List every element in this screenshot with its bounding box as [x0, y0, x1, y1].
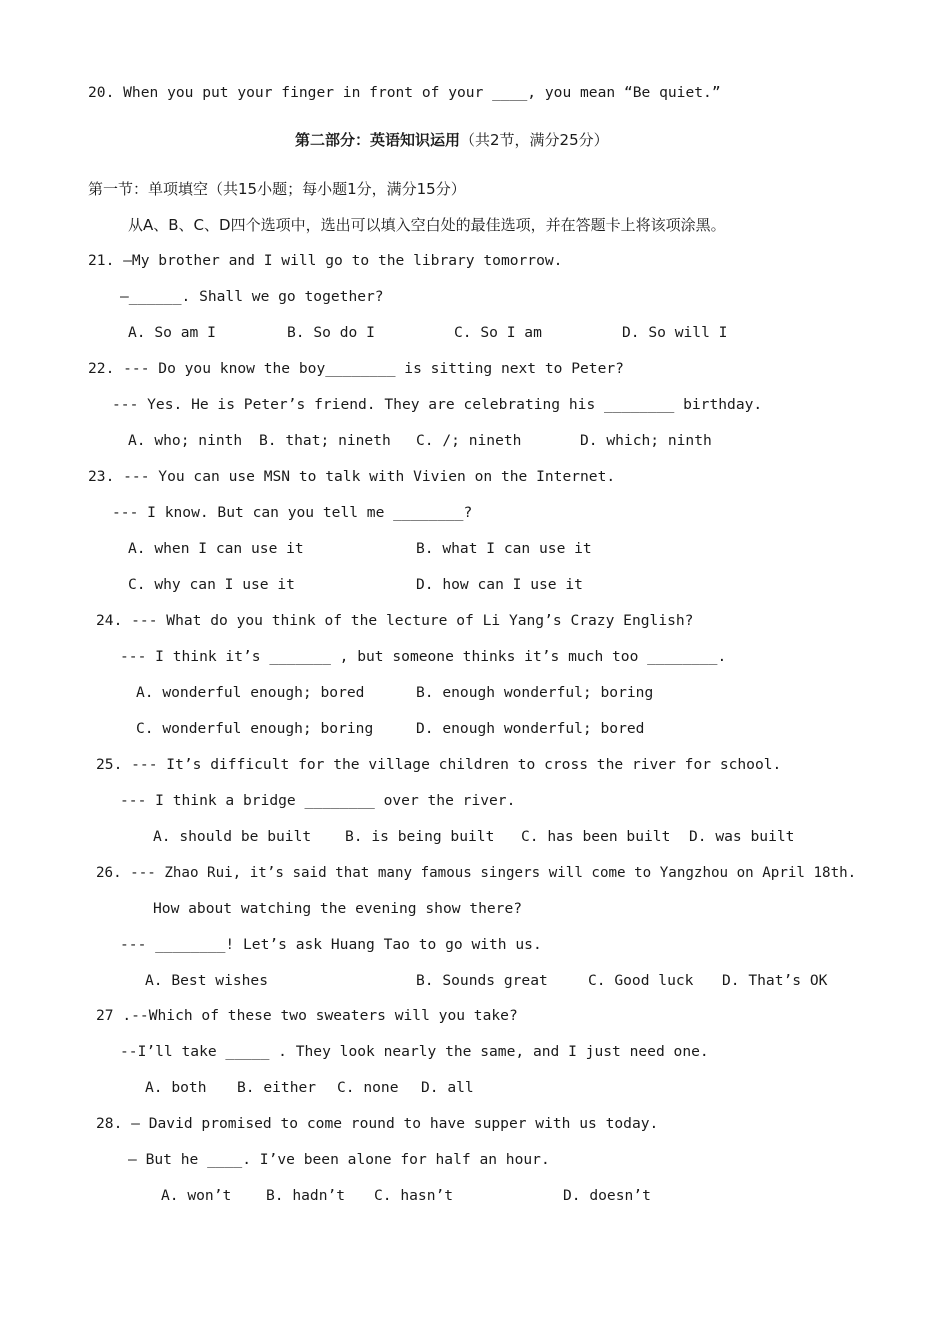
q28-option-c: C. hasn’t — [374, 1187, 454, 1204]
q26-prompt: 26. --- Zhao Rui, it’s said that many famous singers will come to Yangzhou on April 18th. — [96, 865, 857, 881]
q22-prompt: 22. --- Do you know the boy________ is sitting next to Peter? — [88, 360, 624, 377]
q23-prompt: 23. --- You can use MSN to talk with Vivien on the Internet. — [88, 468, 616, 485]
q23-option-a: A. when I can use it — [128, 540, 304, 557]
part2-heading — [295, 131, 609, 149]
q25-option-c: C. has been built — [521, 828, 671, 845]
q21-option-b: B. So do I — [287, 324, 375, 341]
q25-option-a: A. should be built — [153, 828, 312, 845]
q24-option-c: C. wonderful enough; boring — [136, 720, 374, 737]
section1-title: 第一节：单项填空（共15小题；每小题1分，满分15分） — [88, 180, 466, 198]
q22-option-b: B. that; nineth — [259, 432, 391, 449]
q21-option-a: A. So am I — [128, 324, 216, 341]
q27-option-c: C. none — [337, 1079, 399, 1096]
q22-reply: --- Yes. He is Peter’s friend. They are celebrating his ________ birthday. — [112, 396, 763, 413]
q26-option-d: D. That’s OK — [722, 972, 828, 989]
q25-reply: --- I think a bridge ________ over the river. — [120, 792, 516, 809]
q24-option-a: A. wonderful enough; bored — [136, 684, 365, 701]
q21-reply: —______. Shall we go together? — [120, 288, 384, 305]
q24-prompt: 24. --- What do you think of the lecture of Li Yang’s Crazy English? — [96, 612, 694, 629]
q28-reply: — But he ____. I’ve been alone for half an hour. — [128, 1151, 550, 1168]
q24-option-d: D. enough wonderful; bored — [416, 720, 645, 737]
q27-prompt: 27 .--Which of these two sweaters will you take? — [96, 1007, 518, 1024]
q26-reply: --- ________! Let’s ask Huang Tao to go with us. — [120, 936, 542, 953]
q23-reply: --- I know. But can you tell me ________? — [112, 504, 473, 521]
q22-option-d: D. which; ninth — [580, 432, 712, 449]
question-20: 20. When you put your finger in front of your ____, you mean “Be quiet.” — [88, 84, 721, 101]
q27-option-a: A. both — [145, 1079, 207, 1096]
q23-option-b: B. what I can use it — [416, 540, 592, 557]
q24-reply: --- I think it’s _______ , but someone thinks it’s much too ________. — [120, 648, 727, 665]
section1-instruction: 从A、B、C、D四个选项中，选出可以填入空白处的最佳选项，并在答题卡上将该项涂黑。 — [128, 216, 726, 234]
q26-prompt-cont: How about watching the evening show there? — [153, 900, 523, 917]
q26-option-b: B. Sounds great — [416, 972, 548, 989]
q21-prompt: 21. —My brother and I will go to the library tomorrow. — [88, 252, 563, 269]
q24-option-b: B. enough wonderful; boring — [416, 684, 654, 701]
q27-option-b: B. either — [237, 1079, 317, 1096]
q27-reply: --I’ll take _____ . They look nearly the same, and I just need one. — [120, 1043, 709, 1060]
q28-option-b: B. hadn’t — [266, 1187, 346, 1204]
q26-option-a: A. Best wishes — [145, 972, 269, 989]
q28-option-d: D. doesn’t — [563, 1187, 651, 1204]
q28-option-a: A. won’t — [161, 1187, 232, 1204]
q26-option-c: C. Good luck — [588, 972, 694, 989]
q25-prompt: 25. --- It’s difficult for the village children to cross the river for school. — [96, 756, 782, 773]
q25-option-d: D. was built — [689, 828, 795, 845]
q21-option-c: C. So I am — [454, 324, 542, 341]
q21-option-d: D. So will I — [622, 324, 728, 341]
q22-option-c: C. /; nineth — [416, 432, 522, 449]
q28-prompt: 28. — David promised to come round to have supper with us today. — [96, 1115, 659, 1132]
q25-option-b: B. is being built — [345, 828, 495, 845]
part2-title: 第二部分：英语知识运用 — [295, 131, 461, 149]
q23-option-d: D. how can I use it — [416, 576, 583, 593]
q23-option-c: C. why can I use it — [128, 576, 295, 593]
part2-note: （共2节，满分25分） — [460, 131, 609, 149]
q22-option-a: A. who; ninth — [128, 432, 243, 449]
q27-option-d: D. all — [421, 1079, 474, 1096]
